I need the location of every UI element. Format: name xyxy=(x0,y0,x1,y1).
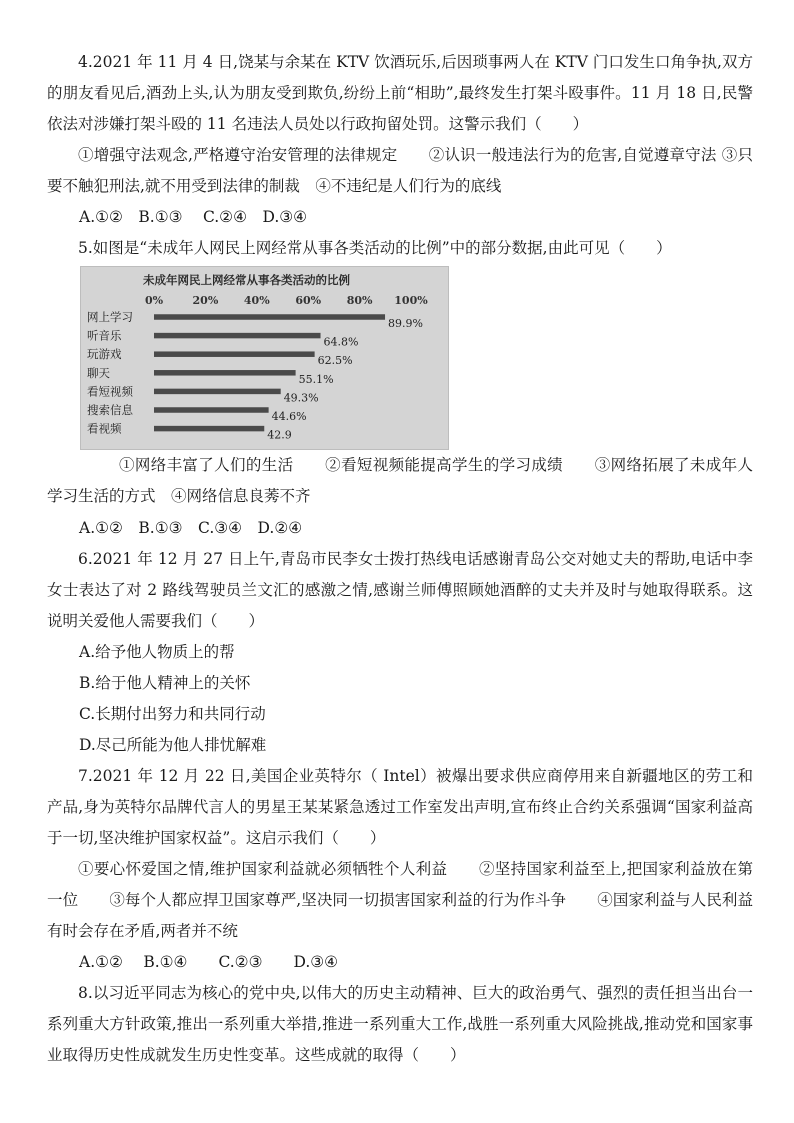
chart-tick-label: 60% xyxy=(295,294,322,307)
chart-bar xyxy=(154,351,315,357)
q6-option-b: B.给于他人精神上的关怀 xyxy=(79,674,251,692)
chart-tick-label: 80% xyxy=(346,294,373,307)
q7-stem: 7.2021 年 12 月 22 日,美国企业英特尔（ Intel）被爆出要求供应商停用来自新疆地区的劳工和产品,身为英特尔品牌代言人的男星王某某紧急透过工作室发出声明,宣布终止合约关系强调“国家利益高于一切,坚决维护国家权益”。这启示我们（ ） xyxy=(47,767,753,847)
q5-options: A.①② B.①③ C.③④ D.②④ xyxy=(79,519,303,537)
q5-items: ①网络丰富了人们的生活 ②看短视频能提高学生的学习成绩 ③网络拓展了未成年人学习生活的方式 ④网络信息良莠不齐 xyxy=(47,456,753,505)
chart-value-label: 42.9 xyxy=(267,428,292,442)
chart-category-label: 玩游戏 xyxy=(87,347,122,362)
q7-options: A.①② B.①④ C.②③ D.③④ xyxy=(79,953,339,971)
chart-tick-label: 0% xyxy=(144,294,164,307)
chart-category-label: 听音乐 xyxy=(87,328,122,343)
q6-option-a: A.给予他人物质上的帮 xyxy=(79,643,235,661)
q4-stem: 4.2021 年 11 月 4 日,饶某与余某在 KTV 饮酒玩乐,后因琐事两人在 KTV 门口发生口角争执,双方的朋友看见后,酒劲上头,认为朋友受到欺负,纷纷上前“相助”,最终发生打架斗殴事件。11 月 18 日,民警依法对涉嫌打架斗殴的 11 名违法人员处以行政拘留处罚。这警示我们（ ） xyxy=(47,53,753,133)
chart-bar xyxy=(154,426,264,432)
chart-category-label: 看短视频 xyxy=(87,384,133,399)
chart-value-label: 44.6% xyxy=(271,410,307,423)
activity-bar-chart xyxy=(80,266,449,450)
chart-bar xyxy=(154,370,296,376)
chart-bar xyxy=(154,314,385,320)
chart-value-label: 62.5% xyxy=(317,354,353,368)
chart-tick-label: 40% xyxy=(243,294,270,307)
q4-items: ①增强守法观念,严格遵守治安管理的法律规定 ②认识一般违法行为的危害,自觉遵章守法 ③只要不触犯刑法,就不用受到法律的制裁 ④不违纪是人们行为的底线 xyxy=(47,146,753,195)
q4-options: A.①② B.①③ C.②④ D.③④ xyxy=(79,208,308,226)
chart-category-label: 网上学习 xyxy=(87,310,133,324)
chart-svg xyxy=(81,267,448,449)
chart-category-label: 看视频 xyxy=(87,421,122,436)
chart-title: 未成年网民上网经常从事各类活动的比例 xyxy=(143,273,350,287)
q6-stem: 6.2021 年 12 月 27 日上午,青岛市民李女士拨打热线电话感谢青岛公交对她丈夫的帮助,电话中李女士表达了对 2 路线驾驶员兰文汇的感激之情,感谢兰师傅照顾她酒醉的丈夫并及时与她取得联系。这说明关爱他人需要我们（ ） xyxy=(47,550,753,630)
chart-category-label: 聊天 xyxy=(87,365,110,380)
chart-tick-label: 20% xyxy=(192,294,219,307)
q6-option-d: D.尽己所能为他人排忧解难 xyxy=(79,736,267,754)
chart-value-label: 64.8% xyxy=(323,335,359,349)
q5-stem: 5.如图是“未成年人网民上网经常从事各类活动的比例”中的部分数据,由此可见（ ） xyxy=(78,239,672,257)
q8-stem: 8.以习近平同志为核心的党中央,以伟大的历史主动精神、巨大的政治勇气、强烈的责任担当出台一系列重大方针政策,推出一系列重大举措,推进一系列重大工作,战胜一系列重大风险挑战,推动党和国家事业取得历史性成就发生历史性变革。这些成就的取得（ ） xyxy=(47,984,754,1064)
chart-value-label: 89.9% xyxy=(388,317,423,330)
q7-items: ①要心怀爱国之情,维护国家利益就必须牺牲个人利益 ②坚持国家利益至上,把国家利益放在第一位 ③每个人都应捍卫国家尊严,坚决同一切损害国家利益的行为作斗争 ④国家利益与人民利益有时会存在矛盾,两者并不统 xyxy=(47,860,753,940)
chart-value-label: 55.1% xyxy=(298,372,334,386)
chart-bar xyxy=(154,389,281,395)
chart-value-label: 49.3% xyxy=(283,391,319,405)
chart-bar xyxy=(154,333,321,339)
chart-category-label: 搜索信息 xyxy=(87,403,133,417)
chart-tick-label: 100% xyxy=(394,294,428,307)
chart-bar xyxy=(154,407,269,413)
q6-option-c: C.长期付出努力和共同行动 xyxy=(79,705,266,723)
